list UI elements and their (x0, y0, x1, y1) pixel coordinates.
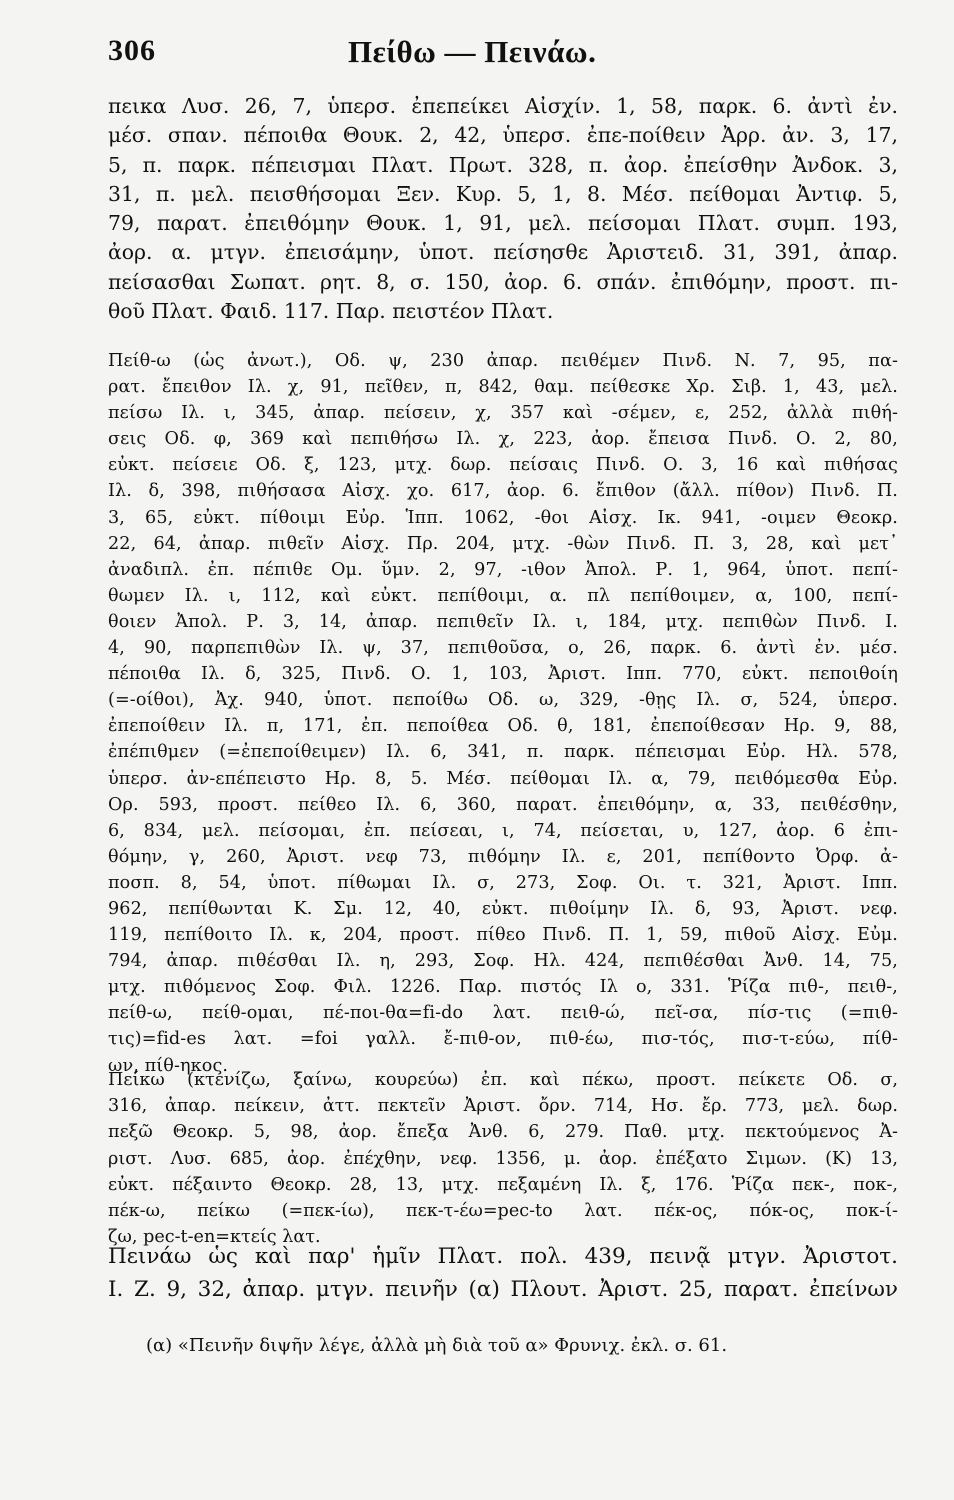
text-line: 962, πεπίθωνται Κ. Σμ. 12, 40, εὐκτ. πιθοίμην Ιλ. δ, 93, Ἀριστ. νεφ. (108, 898, 898, 919)
text-line: πέκ-ω, πείκω (=πεκ-ίω), πεκ-τ-έω=pec-to λατ. πέκ-ος, πόκ-ος, ποκ-ί- (108, 1200, 898, 1221)
text-line: ὑπερσ. ἀν-επέπειστο Ηρ. 8, 5. Μέσ. πείθομαι Ιλ. α, 79, πειθόμεσθα Εὐρ. (108, 768, 898, 789)
text-line: θοιεν Ἀπολ. Ρ. 3, 14, ἀπαρ. πεπιθεῖν Ιλ. ι, 184, μτχ. πεπιθὼν Πινδ. Ι. (108, 611, 898, 632)
text-line: (=-οίθοι), Ἀχ. 940, ὑποτ. πεποίθω Οδ. ω, 329, -θῃς Ιλ. σ, 524, ὑπερσ. (108, 690, 898, 711)
poetic-forms-paragraph (108, 348, 898, 1079)
page-number: 306 (108, 34, 156, 67)
text-line: ἐπέπιθμεν (=ἐπεποίθειμεν) Ιλ. 6, 341, π. παρκ. πέπεισμαι Εὐρ. Ηλ. 578, (108, 742, 898, 763)
text-line: τις)=fid-es λατ. =foi γαλλ. ἔ-πιθ-ον, πιθ-έω, πισ-τός, πισ-τ-εύω, πίθ- (108, 1029, 898, 1050)
text-line: πείθ-ω, πείθ-ομαι, πέ-ποι-θα=fi-do λατ. πειθ-ώ, πεῖ-σα, πίσ-τις (=πιθ- (108, 1003, 898, 1024)
text-line: 794, ἀπαρ. πιθέσθαι Ιλ. η, 293, Σοφ. Ηλ. 424, πεπιθέσθαι Ἀνθ. 14, 75, (108, 951, 898, 972)
text-line: 31, π. μελ. πεισθήσομαι Ξεν. Κυρ. 5, 1, 8. Μέσ. πείθομαι Ἀντιφ. 5, (108, 181, 898, 206)
page-header (108, 30, 898, 80)
text-line: πείσω Ιλ. ι, 345, ἀπαρ. πείσειν, χ, 357 καὶ -σέμεν, ε, 252, ἀλλὰ πιθή- (108, 403, 898, 424)
text-line: 5, π. παρκ. πέπεισμαι Πλατ. Πρωτ. 328, π. ἀορ. ἐπείσθην Ἀνδοκ. 3, (108, 152, 898, 177)
entry-peiko-paragraph (108, 1067, 898, 1250)
entry-peinao-paragraph (108, 1240, 898, 1306)
text-line: Ορ. 593, προστ. πείθεο Ιλ. 6, 360, παρατ. ἐπειθόμην, α, 33, πειθέσθην, (108, 794, 898, 815)
text-line: πείσασθαι Σωπατ. ρητ. 8, σ. 150, ἀορ. 6. σπάν. ἐπιθόμην, προστ. πι- (108, 269, 898, 294)
text-line: εὐκτ. πέξαιντο Θεοκρ. 28, 13, μτχ. πεξαμένη Ιλ. ξ, 176. Ῥίζα πεκ-, ποκ-, (108, 1174, 898, 1195)
text-line: ρατ. ἔπειθον Ιλ. χ, 91, πεῖθεν, π, 842, θαμ. πείθεσκε Χρ. Σιβ. 1, 43, μελ. (108, 377, 898, 398)
text-line: ων, πίθ-ηκος. (108, 1055, 229, 1076)
entry-peitho-paragraph (108, 92, 898, 326)
text-line: μέσ. σπαν. πέποιθα Θουκ. 2, 42, ὑπερσ. ἐπε-ποίθειν Ἀρρ. ἀν. 3, 17, (108, 123, 898, 148)
text-line: πεξῶ Θεοκρ. 5, 98, ἀορ. ἔπεξα Ἀνθ. 6, 279. Παθ. μτχ. πεκτούμενος Ἀ- (108, 1122, 898, 1143)
text-line: 3, 65, εὐκτ. πίθοιμι Εὐρ. Ἱππ. 1062, -θοι Αἰσχ. Ικ. 941, -οιμεν Θεοκρ. (108, 507, 898, 528)
text-line: ἀορ. α. μτγν. ἐπεισάμην, ὑποτ. πείσησθε Ἀριστειδ. 31, 391, ἀπαρ. (108, 240, 898, 265)
text-line: Ιλ. δ, 398, πιθήσασα Αἰσχ. χο. 617, ἀορ. 6. ἔπιθον (ἄλλ. πίθον) Πινδ. Π. (108, 481, 898, 502)
text-line: Πείκω (κτενίζω, ξαίνω, κουρεύω) ἐπ. καὶ πέκω, προστ. πείκετε Οδ. σ, (108, 1070, 898, 1090)
footnote: (α) «Πεινῆν διψῆν λέγε, ἀλλὰ μὴ διὰ τοῦ α» Φρυνιχ. ἐκλ. σ. 61. (146, 1335, 728, 1356)
running-title: Πείθω — Πεινάω. (348, 34, 597, 69)
text-line: Πεινάω ὡς καὶ παρ' ἡμῖν Πλατ. πολ. 439, πεινᾷ μτγν. Ἀριστοτ. (108, 1244, 898, 1269)
text-line: σεις Οδ. φ, 369 καὶ πεπιθήσω Ιλ. χ, 223, ἀορ. ἔπεισα Πινδ. Ο. 2, 80, (108, 429, 898, 450)
text-line: 119, πεπίθοιτο Ιλ. κ, 204, προστ. πίθεο Πινδ. Π. 1, 59, πιθοῦ Αἰσχ. Εὐμ. (108, 925, 898, 946)
text-line: 4, 90, παρπεπιθὼν Ιλ. ψ, 37, πεπιθοῦσα, ο, 26, παρκ. 6. ἀντὶ ἐν. μέσ. (108, 638, 898, 659)
text-line: ποσπ. 8, 54, ὑποτ. πίθωμαι Ιλ. σ, 273, Σοφ. Οι. τ. 321, Ἀριστ. Ιππ. (108, 872, 898, 893)
text-line: ζω, pec-t-en=κτείς λατ. (108, 1227, 321, 1248)
text-line: ἐπεποίθειν Ιλ. π, 171, ἐπ. πεποίθεα Οδ. θ, 181, ἐπεποίθεσαν Ηρ. 9, 88, (108, 716, 898, 737)
text-line: πέποιθα Ιλ. δ, 325, Πινδ. Ο. 1, 103, Ἀριστ. Ιππ. 770, εὐκτ. πεποιθοίη (108, 664, 898, 685)
text-line: 6, 834, μελ. πείσομαι, ἐπ. πείσεαι, ι, 74, πείσεται, υ, 127, ἀορ. 6 ἐπι- (108, 820, 898, 841)
text-line: θωμεν Ιλ. ι, 112, καὶ εὐκτ. πεπίθοιμι, α. πλ πεπίθοιμεν, α, 100, πεπί- (108, 585, 898, 606)
text-line: πεικα Λυσ. 26, 7, ὑπερσ. ἐπεπείκει Αἰσχίν. 1, 58, παρκ. 6. ἀντὶ ἐν. (108, 94, 898, 118)
text-line: Ι. Ζ. 9, 32, ἀπαρ. μτγν. πεινῆν (α) Πλουτ. Ἀριστ. 25, παρατ. ἐπείνων (108, 1277, 898, 1302)
text-line: 22, 64, ἀπαρ. πιθεῖν Αἰσχ. Πρ. 204, μτχ. -θὼν Πινδ. Π. 3, 28, καὶ μετ᾽ (108, 533, 898, 554)
text-line: ριστ. Λυσ. 685, ἀορ. ἐπέχθην, νεφ. 1356, μ. ἀορ. ἐπέξατο Σιμων. (Κ) 13, (108, 1148, 898, 1169)
text-line: μτχ. πιθόμενος Σοφ. Φιλ. 1226. Παρ. πιστός Ιλ ο, 331. Ῥίζα πιθ-, πειθ-, (108, 977, 898, 998)
text-line: θοῦ Πλατ. Φαιδ. 117. Παρ. πειστέον Πλατ. (108, 299, 554, 324)
text-line: εὐκτ. πείσειε Οδ. ξ, 123, μτχ. δωρ. πείσαις Πινδ. Ο. 3, 16 καὶ πιθήσας (108, 455, 898, 476)
text-line: ἀναδιπλ. ἐπ. πέπιθε Ομ. ὕμν. 2, 97, -ιθον Ἀπολ. Ρ. 1, 964, ὑποτ. πεπί- (108, 559, 898, 580)
text-line: Πείθ-ω (ὡς ἀνωτ.), Οδ. ψ, 230 ἀπαρ. πειθέμεν Πινδ. Ν. 7, 95, πα- (108, 351, 898, 371)
text-line: 316, ἀπαρ. πείκειν, ἀττ. πεκτεῖν Ἀριστ. ὄρν. 714, Ησ. ἔρ. 773, μελ. δωρ. (108, 1096, 898, 1117)
text-line: θόμην, γ, 260, Ἀριστ. νεφ 73, πιθόμην Ιλ. ε, 201, πεπίθοντο Ὀρφ. ἀ- (108, 846, 898, 867)
dictionary-page (108, 30, 898, 1470)
text-line: 79, παρατ. ἐπειθόμην Θουκ. 1, 91, μελ. πείσομαι Πλατ. συμπ. 193, (108, 211, 898, 236)
